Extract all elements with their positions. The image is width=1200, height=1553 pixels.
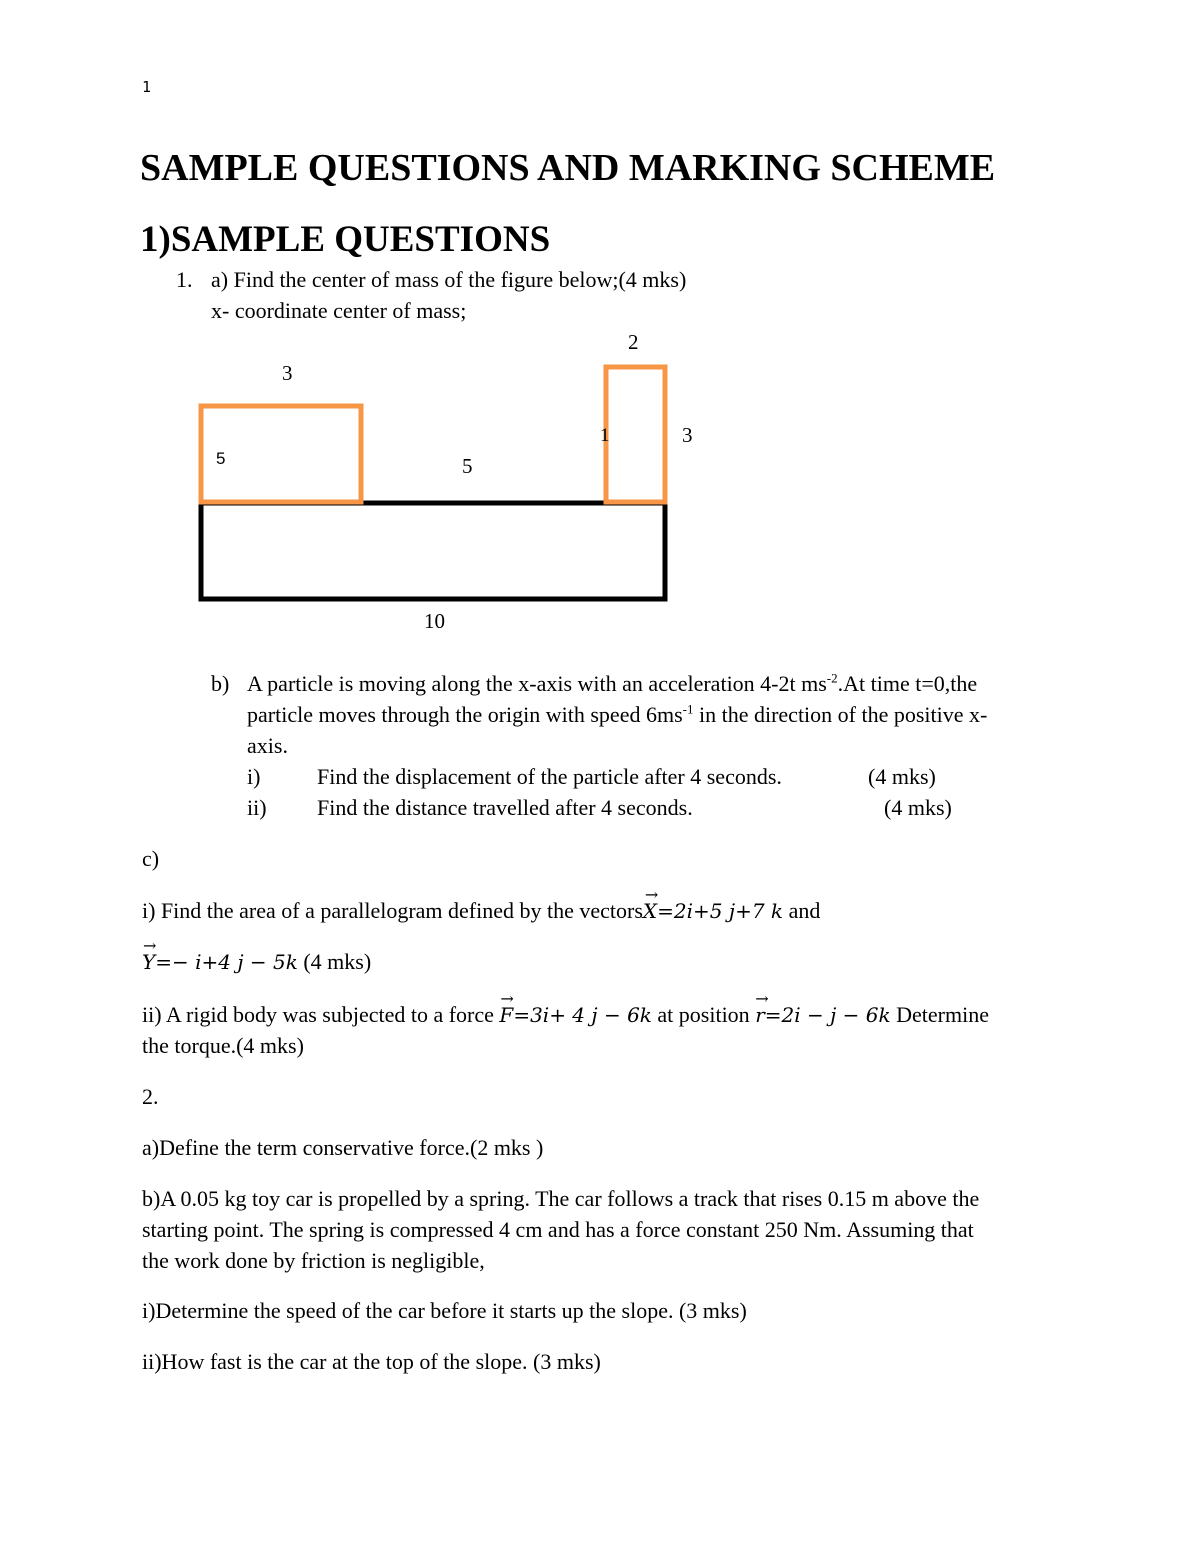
question-2b-i-text: i)Determine the speed of the car before it starts up the slope. (3 mks) [142,1298,747,1323]
label-middle: 5 [462,454,473,478]
base-rectangle [201,503,665,599]
label-right-width: 2 [628,330,639,354]
label-left-height: 5 [216,449,226,468]
question-1b-marker: b) [211,671,230,696]
question-2b-line1: b)A 0.05 kg toy car is propelled by a spring. The car follows a track that rises 0.15 m above the [142,1186,980,1211]
question-1a-text: a) Find the center of mass of the figure below;(4 mks) [211,267,687,292]
label-right-height: 3 [682,423,693,447]
question-2-number: 2. [142,1084,159,1109]
question-1b-i-text: Find the displacement of the particle after 4 seconds. [317,764,782,789]
question-1c-ii-line1: ii) A rigid body was subjected to a force → F=3i+ 4 j − 6k at position → r=2i − j − 6k Determine [142,989,989,1027]
label-small-mark: 1 [600,425,610,446]
question-2b-line3: the work done by friction is negligible, [142,1248,485,1273]
question-1b-line1: A particle is moving along the x-axis with an acceleration 4-2t $ms^{-2}.At$ time t=0,the [247,670,978,696]
question-1b-line2: particle moves through the origin with speed $6ms^{-1}$ in the direction of the positive x- [247,701,988,727]
question-1b-ii-text: Find the distance travelled after 4 seconds. [317,795,693,820]
page-title: SAMPLE QUESTIONS AND MARKING SCHEME [140,147,996,189]
question-1b-ii-marker: ii) [247,795,267,820]
question-1c-marker: c) [142,846,160,871]
question-1b-line3: axis. [247,733,288,758]
center-of-mass-figure [0,0,1200,660]
section-heading: 1)SAMPLE QUESTIONS [140,219,551,260]
question-1c-i-line2: → Y=− i+4 j − 5k (4 mks) [142,936,372,974]
page-number: 1 [142,78,152,96]
label-left-width: 3 [282,361,293,385]
question-2b-line2: starting point. The spring is compressed 4 cm and has a force constant 250 Nm. Assuming that [142,1217,974,1242]
question-1c-i-line1: i) Find the area of a parallelogram defined by the vectors → X=2i+5 j+7 k and [142,885,821,923]
right-block [606,367,665,502]
question-1b-i-marks: (4 mks) [868,764,936,789]
question-1-number: 1. [176,267,193,292]
question-2b-ii-text: ii)How fast is the car at the top of the slope. (3 mks) [142,1349,601,1374]
question-1a-subtext: x- coordinate center of mass; [211,298,467,323]
question-1b-ii-marks: (4 mks) [884,795,952,820]
question-1c-ii-line2: the torque.(4 mks) [142,1033,304,1058]
question-1b-i-marker: i) [247,764,261,789]
question-2a-text: a)Define the term conservative force.(2 mks ) [142,1135,544,1160]
label-base-width: 10 [424,609,445,633]
